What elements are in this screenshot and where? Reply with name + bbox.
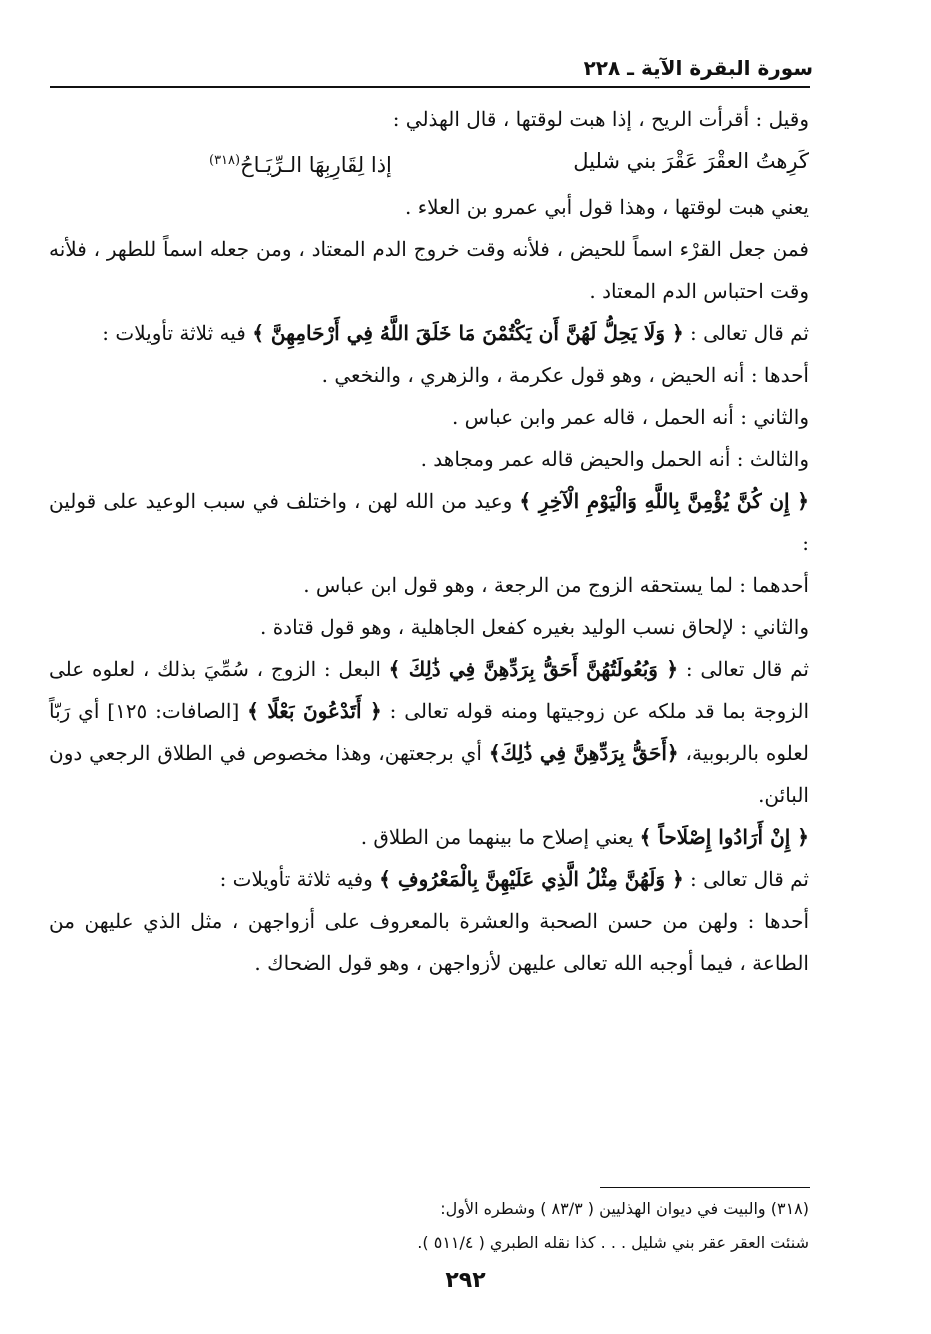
text: والثاني : لإلحاق نسب الوليد بغيره كفعل الجاهلية ، وهو قول قتادة .	[259, 615, 809, 639]
paragraph	[49, 858, 809, 900]
text: أحدهما : لما يستحقه الزوج من الرجعة ، وهو قول ابن عباس .	[303, 573, 809, 597]
page-number: ٢٩٢	[445, 1268, 486, 1293]
text: البعل : الزوج ، سُمِّيَ بذلك ، لعلوه على الزوجة بما قد ملكه عن زوجيتها ومنه قوله تعالى :	[49, 657, 810, 723]
text: وقيل : أقرأت الريح ، إذا هبت لوقتها ، قال الهذلي :	[392, 107, 809, 131]
text: أي برجعتهن، وهذا مخصوص في الطلاق الرجعي دون البائن.	[49, 741, 809, 807]
text: فمن جعل القرْء اسماً للحيض ، فلأنه وقت خروج الدم المعتاد ، ومن جعله اسماً للطهر ، فلأنه وقت احتباس الدم المعتاد .	[49, 237, 809, 303]
text: فيه ثلاثة تأويلات :	[102, 321, 246, 345]
paragraph	[49, 438, 809, 480]
paragraph	[49, 816, 809, 858]
text: وفيه ثلاثة تأويلات :	[219, 867, 373, 891]
text: إذا لِقَارِبِهَا الـرِّيَـاحُ	[240, 153, 392, 177]
footnotes	[109, 1192, 809, 1260]
text: والثاني : أنه الحمل ، قاله عمر وابن عباس .	[451, 405, 809, 429]
running-header: سورة البقرة الآية ـ ٢٢٨	[583, 56, 813, 80]
quran-verse: ﴿ إِنْ أَرَادُوا إِصْلَاحاً ﴾	[639, 825, 809, 849]
paragraph	[49, 606, 809, 648]
text: يعني إصلاح ما بينهما من الطلاق .	[360, 825, 634, 849]
footnote-ref: (٣١٨)	[209, 153, 241, 168]
paragraph	[49, 480, 809, 564]
text: أحدها : أنه الحيض ، وهو قول عكرمة ، والزهري ، والنخعي .	[321, 363, 809, 387]
paragraph	[49, 354, 809, 396]
text: يعني هبت لوقتها ، وهذا قول أبي عمرو بن العلاء .	[405, 195, 809, 219]
footnote-rule	[600, 1187, 810, 1188]
text: [الصافات: ١٢٥] أي رَبّاً لعلوه بالربوبية،	[49, 699, 810, 765]
quran-verse: ﴿ وَلَا يَحِلُّ لَهُنَّ أَن يَكْتُمْنَ مَا خَلَقَ اللَّهُ فِي أَرْحَامِهِنَّ ﴾	[252, 321, 684, 345]
text: ثم قال تعالى :	[685, 657, 809, 681]
header-rule	[50, 86, 810, 88]
footnote: (٣١٨) والبيت في ديوان الهذليين ( ٨٣/٣ ) وشطره الأول:	[440, 1199, 809, 1218]
footnote: شنئت العقر عقر بني شليل . . . كذا نقله الطبري ( ٥١١/٤ ).	[417, 1233, 809, 1252]
paragraph	[49, 228, 809, 312]
main-text	[49, 98, 809, 984]
paragraph	[49, 186, 809, 228]
text: أحدها : ولهن من حسن الصحبة والعشرة بالمعروف على أزواجهن ، مثل الذي عليهن من الطاعة ، فيما أوجبه الله تعالى عليهن لأزواجهن ، وهو قول الضحاك .	[49, 909, 809, 975]
paragraph	[49, 900, 809, 984]
poem-hemistich-left	[209, 140, 392, 186]
poem-verse	[209, 140, 809, 186]
paragraph	[49, 312, 809, 354]
poem-hemistich-right: كَرِهتُ العقْرَ عَقْرَ بني شليل	[573, 149, 809, 173]
text: وعيد من الله لهن ، واختلف في سبب الوعيد على قولين :	[49, 489, 809, 555]
quran-verse: ﴿ إِن كُنَّ يُؤْمِنَّ بِاللَّهِ وَالْيَوْمِ الْآخِرِ ﴾	[519, 489, 809, 513]
quran-verse: ﴿أَحَقُّ بِرَدِّهِنَّ فِي ذَٰلِكَ﴾	[488, 741, 679, 765]
quran-verse: ﴿ وَلَهُنَّ مِثْلُ الَّذِي عَلَيْهِنَّ بِالْمَعْرُوفِ ﴾	[379, 867, 684, 891]
paragraph	[49, 564, 809, 606]
text: والثالث : أنه الحمل والحيض قاله عمر ومجاهد .	[420, 447, 809, 471]
text: ثم قال تعالى :	[690, 321, 809, 345]
quran-verse: ﴿ وَبُعُولَتُهُنَّ أَحَقُّ بِرَدِّهِنَّ فِي ذَٰلِكَ ﴾	[388, 657, 679, 681]
text: ثم قال تعالى :	[690, 867, 809, 891]
paragraph	[49, 98, 809, 140]
paragraph	[49, 396, 809, 438]
paragraph	[49, 648, 809, 816]
quran-verse: ﴿ أَتَدْعُونَ بَعْلًا ﴾	[247, 699, 382, 723]
